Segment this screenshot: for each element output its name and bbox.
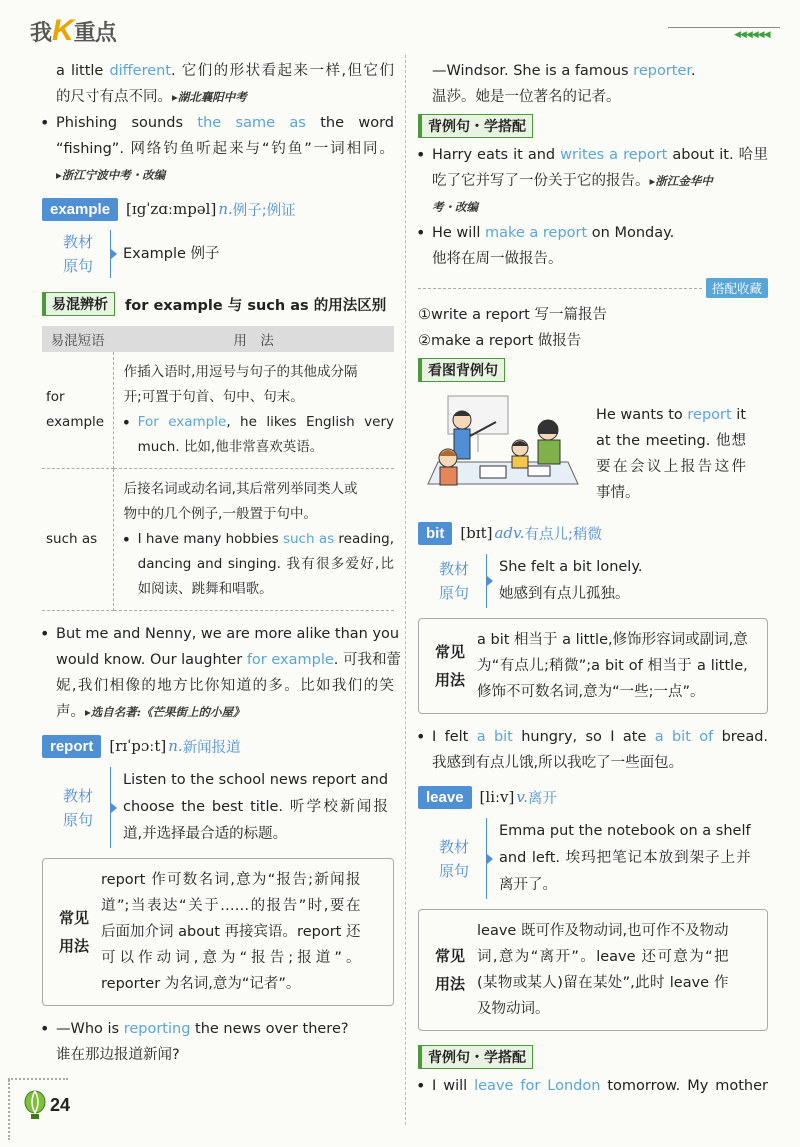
balloon-icon	[22, 1090, 48, 1120]
table-cell-term: for example	[42, 352, 113, 469]
highlighted-phrase: report	[687, 407, 732, 423]
section-tag: 背例句・学搭配	[418, 1045, 533, 1069]
usage-note-box: 常见 用法 report 作可数名词,意为“报告;新闻报 道”;当表达“关于……的报告”时,要在 后面加介词 about 再接宾语。report 还 可以作动词,意为“报告;报道”。 reporter 为名词,意为“记者”。	[42, 858, 394, 1006]
example-sentence: • Phishing sounds the same as the word	[42, 110, 394, 136]
orig-text: Example 例子	[123, 245, 220, 262]
highlighted-phrase: a bit of	[654, 729, 714, 745]
collocation-item: ①write a report 写一篇报告	[418, 307, 607, 323]
usage-label: 常见 用法	[434, 643, 465, 689]
phonetic: [rɪˈpɔːt]	[109, 737, 167, 755]
page-number: 24	[50, 1094, 71, 1115]
section-tag: 背例句・学搭配	[418, 114, 533, 138]
logo-left-text: 我	[30, 20, 52, 45]
entry-header-report	[42, 731, 394, 761]
highlighted-phrase: For example	[137, 414, 227, 430]
highlighted-phrase: the same as	[197, 115, 306, 131]
orig-arrow-icon	[110, 230, 111, 278]
page-number-badge	[22, 1090, 70, 1120]
logo-k: K	[52, 14, 73, 47]
picture-sentence: at the meeting. 他想	[596, 433, 747, 449]
meaning: 有点儿;稍微	[524, 526, 602, 543]
table-cell-term: such as	[42, 469, 113, 611]
orig-text: 道,并选择最合适的标题。	[123, 826, 288, 842]
orig-text: 离开了。	[499, 877, 557, 893]
corner-dots	[8, 1080, 10, 1140]
orig-text: She felt a bit lonely.	[499, 559, 643, 575]
highlighted-phrase: make a report	[485, 225, 588, 241]
collocation-tag: 搭配收藏	[706, 278, 768, 298]
meaning: 离开	[527, 790, 557, 807]
picture-sentence: 事情。	[596, 485, 640, 501]
text-line: “fishing”. 网络钓鱼听起来与“钓鱼”一词相同。	[56, 141, 394, 157]
meaning: 新闻报道	[182, 739, 241, 756]
entry-header-leave	[418, 782, 768, 812]
table-row	[42, 469, 394, 611]
part-of-speech: n.	[168, 737, 183, 755]
headword-tag: report	[42, 735, 101, 758]
picture-example	[418, 392, 768, 506]
orig-text: and left. 埃玛把笔记本放到架子上并	[499, 850, 751, 866]
example-sentence: • Harry eats it and writes a report about it. 哈里	[418, 142, 768, 168]
orig-arrow-icon	[110, 767, 111, 848]
highlighted-phrase: leave for London	[474, 1078, 601, 1094]
meaning: 例子;例证	[232, 202, 296, 219]
text-line: 他将在周一做报告。	[432, 251, 563, 267]
comparison-table	[42, 326, 394, 611]
confusion-heading	[42, 288, 394, 320]
source-note: ▸浙江宁波中考・改编	[56, 168, 166, 182]
collocation-item: ②make a report 做报告	[418, 333, 582, 349]
text-line: —Windsor. She is a famous reporter.	[432, 63, 696, 79]
series-logo	[30, 14, 116, 48]
header-rule	[668, 27, 780, 28]
orig-arrow-icon	[486, 818, 487, 899]
text-line: would know. Our laughter for example. 可我和蕾	[56, 652, 402, 668]
orig-label: 教材 原句	[438, 560, 469, 602]
orig-text: choose the best title. 听学校新闻报	[123, 799, 389, 815]
highlighted-phrase: reporting	[123, 1021, 191, 1037]
phonetic: [bɪt]	[460, 524, 493, 542]
highlighted-phrase: for example	[246, 652, 334, 668]
usage-note-box: 常见 用法 leave 既可作及物动词,也可作不及物动 词,意为“离开”。leave 还可意为“把 (某物或某人)留在某处”,此时 leave 作 及物动词。	[418, 909, 768, 1031]
logo-right-text: 重点	[73, 20, 116, 45]
usage-note-box: 常见 用法 a bit 相当于 a little,修饰形容词或副词,意 为“有点儿;稍微”;a bit of 相当于 a little, 修饰不可数名词,意为“一些;一点”。	[418, 618, 768, 714]
meeting-illustration-icon	[418, 392, 588, 502]
example-sentence: • He will make a report on Monday.	[418, 220, 768, 246]
source-note: ▸浙江金华中	[649, 174, 713, 188]
source-note: ▸选自名著:《芒果街上的小屋》	[85, 705, 245, 719]
part-of-speech: n.	[218, 200, 233, 218]
column-divider	[405, 55, 406, 1125]
example-sentence: • I will leave for London tomorrow. My mother	[418, 1073, 768, 1099]
collocation-divider	[418, 278, 768, 298]
source-note: ▸湖北襄阳中考	[172, 90, 247, 104]
example-sentence: • —Who is reporting the news over there?	[42, 1016, 394, 1042]
part-of-speech: adv.	[494, 524, 525, 542]
right-column	[418, 58, 768, 1099]
orig-arrow-icon	[486, 554, 487, 608]
source-note: 考・改编	[432, 200, 478, 214]
table-cell-usage: 后接名词或动名词,其后常列举同类人或 物中的几个例子,一般置于句中。 • I have many hobbies such as reading, dancing and singing. 我有很多爱好,比 如阅读、跳舞和唱歌。	[113, 469, 394, 611]
text-line: 的尺寸有点不同。▸湖北襄阳中考	[56, 89, 247, 105]
text-line: 温莎。她是一位著名的记者。	[432, 89, 621, 105]
headword-tag: leave	[418, 786, 472, 809]
orig-label: 教材 原句	[438, 837, 469, 880]
section-tag: 看图背例句	[418, 358, 505, 382]
textbook-original-sentence	[422, 554, 768, 608]
textbook-original-sentence	[46, 767, 394, 848]
headword-tag: example	[42, 198, 118, 221]
picture-sentence: 要在会议上报告这件	[596, 459, 747, 475]
corner-dots	[8, 1078, 68, 1080]
textbook-original-sentence	[422, 818, 768, 899]
table-cell-usage: 作插入语时,用逗号与句子的其他成分隔 开;可置于句首、句中、句末。 • For example, he likes English very much. 比如,他非常喜欢英语。	[113, 352, 394, 469]
text-line: 吃了它并写了一份关于它的报告。▸浙江金华中	[432, 173, 713, 189]
highlighted-phrase: reporter	[633, 63, 692, 79]
entry-header-bit	[418, 518, 768, 548]
confusion-tag: 易混辨析	[42, 292, 115, 316]
text-line: 妮,我们相像的地方比你知道的多。比如我们的笑	[56, 678, 394, 694]
usage-label: 常见 用法	[434, 947, 465, 993]
picture-sentence: He wants to report it	[596, 407, 747, 423]
left-column	[42, 58, 402, 1068]
orig-text: Emma put the notebook on a shelf	[499, 823, 751, 839]
header-arrows-icon: ◀◀◀◀◀◀	[734, 30, 770, 40]
part-of-speech: v.	[516, 788, 528, 806]
headword-tag: bit	[418, 522, 452, 545]
text-line: 谁在那边报道新闻?	[56, 1047, 180, 1063]
entry-header-example	[42, 194, 394, 224]
highlighted-phrase: writes a report	[560, 147, 668, 163]
table-header: 易混短语	[42, 326, 113, 352]
highlighted-phrase: a bit	[476, 729, 513, 745]
confusion-title: for example 与 such as 的用法区别	[125, 297, 387, 314]
example-sentence: • I felt a bit hungry, so I ate a bit of bread.	[418, 724, 768, 750]
text-line: 声。▸选自名著:《芒果街上的小屋》	[56, 704, 245, 720]
orig-label: 教材 原句	[62, 233, 93, 275]
highlighted-phrase: such as	[282, 531, 335, 547]
textbook-original-sentence	[46, 230, 394, 278]
orig-text: 她感到有点儿孤独。	[499, 586, 630, 602]
example-sentence: • But me and Nenny, we are more alike than you	[42, 621, 394, 647]
text-line: a little different. 它们的形状看起来一样,但它们	[56, 63, 395, 79]
usage-label: 常见 用法	[58, 909, 89, 955]
table-row	[42, 352, 394, 469]
phonetic: [liːv]	[479, 788, 515, 806]
orig-label: 教材 原句	[62, 786, 93, 829]
phonetic: [ɪgˈzɑːmpəl]	[126, 200, 217, 218]
text-line: 我感到有点儿饿,所以我吃了一些面包。	[432, 755, 684, 771]
table-header: 用 法	[113, 326, 394, 352]
table-header-row	[42, 326, 394, 352]
orig-text: Listen to the school news report and	[123, 772, 389, 788]
page-header	[0, 0, 800, 50]
highlighted-phrase: different	[109, 63, 172, 79]
